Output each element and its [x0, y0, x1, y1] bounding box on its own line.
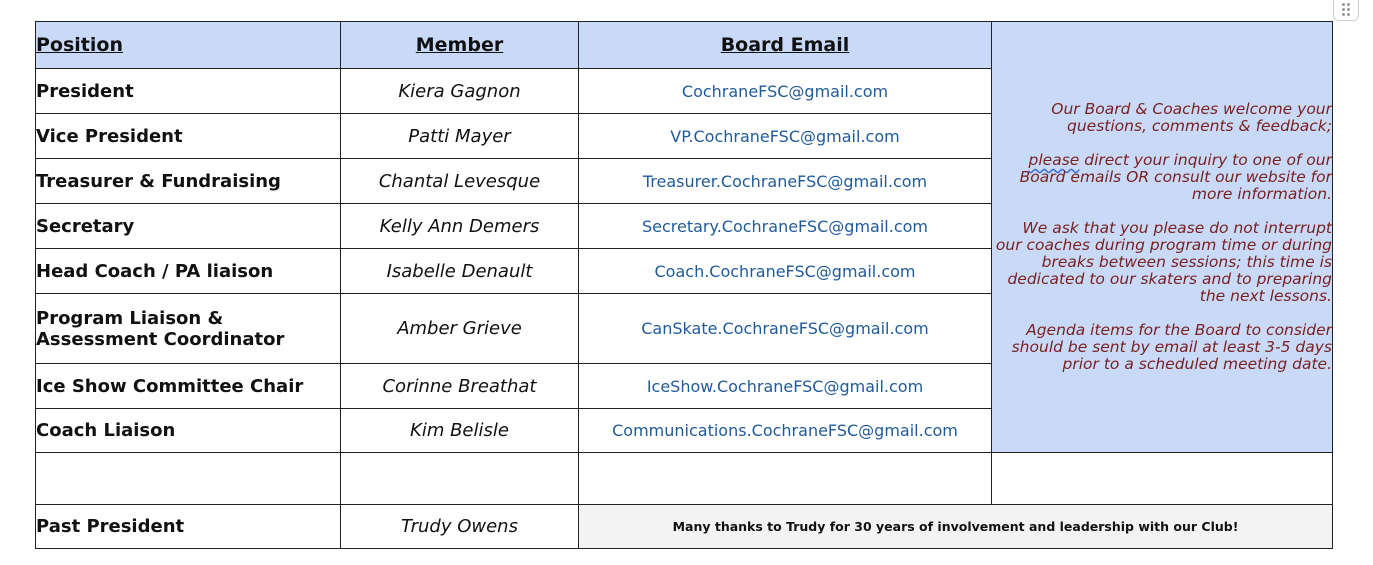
email-link[interactable]: VP.CochraneFSC@gmail.com — [579, 114, 992, 159]
note-line-1: Our Board & Coaches welcome your — [1051, 100, 1332, 118]
board-note — [992, 22, 1333, 453]
member-cell: Amber Grieve — [341, 294, 579, 364]
email-link[interactable]: IceShow.CochraneFSC@gmail.com — [579, 364, 992, 409]
empty-row — [36, 453, 1333, 505]
email-link[interactable]: Communications.CochraneFSC@gmail.com — [579, 409, 992, 453]
member-cell: Isabelle Denault — [341, 249, 579, 294]
email-link[interactable]: Secretary.CochraneFSC@gmail.com — [579, 204, 992, 249]
empty-cell — [579, 453, 992, 505]
member-cell: Kim Belisle — [341, 409, 579, 453]
note-line-2: questions, comments & feedback; — [1067, 117, 1332, 135]
thanks-note: Many thanks to Trudy for 30 years of involvement and leadership with our Club! — [579, 505, 1333, 549]
note-agenda: Agenda items for the Board to consider should be sent by email at least 3-5 days prior to a scheduled meeting date. — [1011, 321, 1332, 373]
position-cell: Past President — [36, 505, 341, 549]
position-cell: Vice President — [36, 114, 341, 159]
empty-cell — [36, 453, 341, 505]
header-email: Board Email — [579, 22, 992, 69]
position-cell: Ice Show Committee Chair — [36, 364, 341, 409]
past-president-row — [36, 505, 1333, 549]
position-cell: Treasurer & Fundraising — [36, 159, 341, 204]
email-link[interactable]: Coach.CochraneFSC@gmail.com — [579, 249, 992, 294]
position-cell — [36, 294, 341, 364]
empty-cell — [341, 453, 579, 505]
email-link[interactable]: Treasurer.CochraneFSC@gmail.com — [579, 159, 992, 204]
position-line-2: Assessment Coordinator — [36, 328, 285, 350]
header-member: Member — [341, 22, 579, 69]
position-cell: President — [36, 69, 341, 114]
member-cell: Corinne Breathat — [341, 364, 579, 409]
header-position: Position — [36, 22, 341, 69]
position-cell: Coach Liaison — [36, 409, 341, 453]
drag-handle-icon[interactable] — [1333, 0, 1359, 21]
header-row — [36, 22, 1333, 69]
position-cell: Head Coach / PA liaison — [36, 249, 341, 294]
note-direct: direct your inquiry to one of our Board emails OR consult our website for more information. — [1019, 151, 1332, 203]
email-link[interactable]: CochraneFSC@gmail.com — [579, 69, 992, 114]
member-cell: Chantal Levesque — [341, 159, 579, 204]
empty-cell — [992, 453, 1333, 505]
board-table — [35, 21, 1333, 549]
member-cell: Kelly Ann Demers — [341, 204, 579, 249]
member-cell: Trudy Owens — [341, 505, 579, 549]
note-interrupt: We ask that you please do not interrupt our coaches during program time or during breaks between sessions; this time is dedicated to our skaters and to preparing the next lessons. — [995, 219, 1332, 305]
member-cell: Patti Mayer — [341, 114, 579, 159]
email-link[interactable]: CanSkate.CochraneFSC@gmail.com — [579, 294, 992, 364]
member-cell: Kiera Gagnon — [341, 69, 579, 114]
position-line-1: Program Liaison & — [36, 307, 224, 329]
note-please: please — [1028, 151, 1080, 169]
position-cell: Secretary — [36, 204, 341, 249]
